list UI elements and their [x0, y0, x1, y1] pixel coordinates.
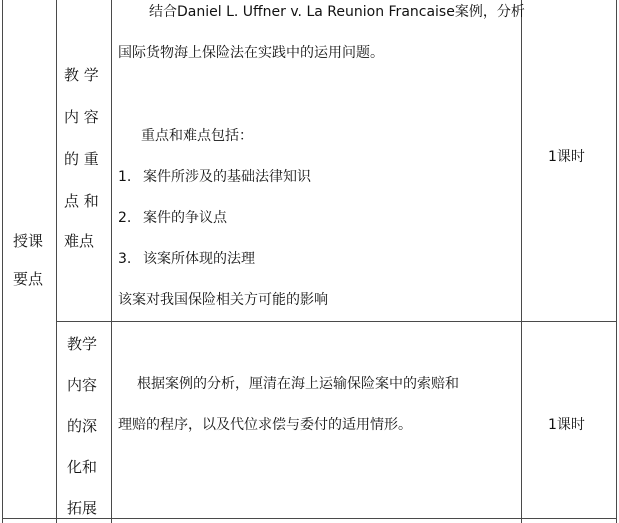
row1-heading — [64, 64, 110, 264]
section-label — [13, 230, 53, 290]
list-item-number: 3. — [118, 251, 132, 267]
key-points-title: 重点和难点包括： — [141, 128, 253, 144]
row1-intro-line2: 国际货物海上保险法在实践中的运用问题。 — [118, 45, 384, 61]
table-bottom-border — [2, 518, 617, 519]
row1-intro-line1: 结合Daniel L. Uffner v. La Reunion Francaise案例，分析 — [149, 4, 525, 20]
row2-heading-line: 内容 — [67, 376, 98, 394]
row2-body-line1: 根据案例的分析，厘清在海上运输保险案中的索赔和 — [137, 376, 459, 392]
row2-heading-line: 化和 — [67, 458, 98, 476]
row1-heading-line: 教 学 — [64, 66, 99, 84]
row2-hours: 1课时 — [548, 417, 585, 433]
row1-heading-line: 点 和 — [64, 192, 99, 210]
row1-hours: 1课时 — [548, 149, 585, 165]
table-left-border — [2, 0, 3, 523]
row1-heading-line: 的 重 — [64, 150, 99, 168]
row2-heading — [67, 333, 111, 518]
row1-heading-line: 难点 — [64, 232, 95, 250]
list-item: 该案所体现的法理 — [143, 251, 255, 267]
table-col-divider-1 — [56, 0, 57, 523]
row2-heading-line: 教学 — [67, 335, 98, 353]
row2-heading-line: 拓展 — [67, 499, 98, 517]
table-right-border — [616, 0, 617, 523]
table-row-divider — [56, 321, 617, 322]
list-item: 案件的争议点 — [143, 210, 227, 226]
section-label-line2: 要点 — [13, 270, 44, 288]
list-item-number: 2. — [118, 210, 132, 226]
list-item: 案件所涉及的基础法律知识 — [143, 169, 311, 185]
section-label-line1: 授课 — [13, 232, 44, 250]
row2-body-line2: 理赔的程序，以及代位求偿与委付的适用情形。 — [118, 417, 412, 433]
table-col-divider-3 — [521, 0, 522, 523]
table-col-divider-2 — [111, 0, 112, 523]
row1-closing: 该案对我国保险相关方可能的影响 — [118, 292, 328, 308]
row2-heading-line: 的深 — [67, 417, 98, 435]
row1-heading-line: 内 容 — [64, 108, 99, 126]
list-item-number: 1. — [118, 169, 132, 185]
